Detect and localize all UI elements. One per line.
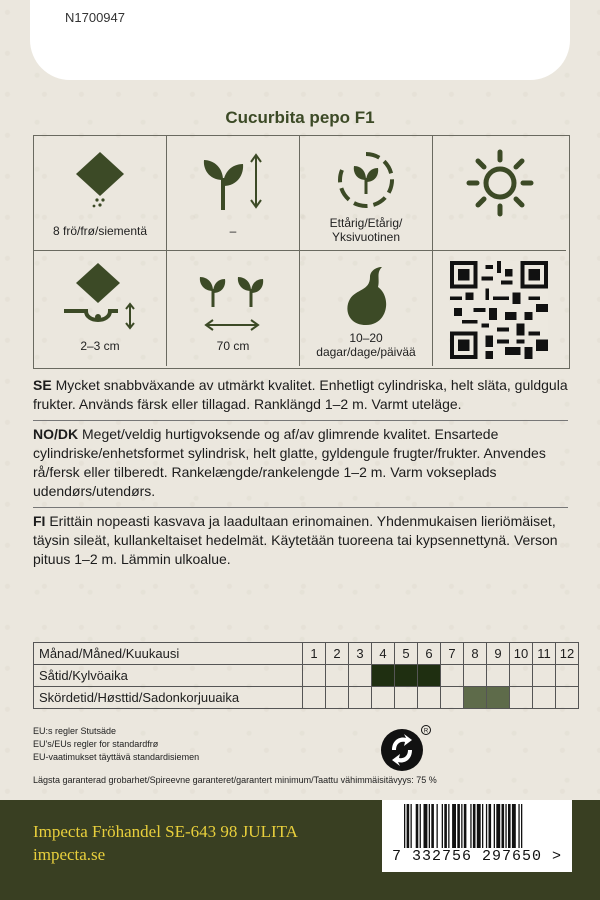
plant-height-icon [198, 150, 268, 212]
sowing-cell-4 [372, 665, 395, 687]
sowing-calendar [33, 642, 579, 709]
harvest-cell-11 [533, 687, 556, 709]
barcode-bars [382, 800, 572, 848]
month-12: 12 [556, 643, 579, 665]
sowing-cell-9 [487, 665, 510, 687]
info-grid [33, 135, 570, 369]
sowing-depth-cell [34, 251, 167, 366]
description-text: Erittäin nopeasti kasvava ja laadultaan erinomainen. Yhdenmukaisen lieriömäiset, täysin sileät, kullankeltaiset hedelmät. Käytetään tuoreena tai kypsennettynä. Verson pituus 1–2 m. Lämmin ulkoalue. [33, 513, 558, 567]
sowing-cell-12 [556, 665, 579, 687]
harvest-cell-8 [464, 687, 487, 709]
barcode-bar [404, 804, 405, 848]
month-3: 3 [349, 643, 372, 665]
sowing-cell-10 [510, 665, 533, 687]
divider [33, 507, 568, 508]
spacing-cell [167, 251, 300, 366]
company-website[interactable]: impecta.se [33, 845, 106, 864]
plant-spacing-icon [193, 271, 273, 336]
eu-rule-fi: EU-vaatimukset täyttävä standardisiemen [33, 752, 200, 762]
sowing-depth-icon [60, 261, 140, 336]
month-8: 8 [464, 643, 487, 665]
harvest-cell-7 [441, 687, 464, 709]
barcode-bar [518, 804, 519, 848]
month-4: 4 [372, 643, 395, 665]
harvest-row-label: Skördetid/Høsttid/Sadonkorjuuaika [34, 687, 303, 709]
sowing-row [34, 665, 579, 687]
eu-rules [33, 725, 199, 764]
full-sun-icon [465, 148, 535, 218]
sowing-cell-2 [326, 665, 349, 687]
species-title: Cucurbita pepo F1 [225, 108, 375, 127]
month-header-label: Månad/Måned/Kuukausi [34, 643, 303, 665]
sowing-cell-1 [303, 665, 326, 687]
barcode-bar [505, 804, 506, 848]
barcode-bar [420, 804, 421, 848]
description-block [33, 376, 573, 575]
barcode-bar [486, 804, 487, 848]
month-5: 5 [395, 643, 418, 665]
barcode-bar [482, 804, 483, 848]
barcode-bar [461, 804, 462, 848]
barcode-bar [442, 804, 443, 848]
harvest-cell-1 [303, 687, 326, 709]
barcode-bar [411, 804, 412, 848]
spacing-label: 70 cm [216, 339, 250, 353]
barcode-bar [444, 804, 447, 848]
description-se [33, 376, 573, 414]
description-fi [33, 512, 573, 569]
barcode-number: 7 332756 297650 > [391, 848, 563, 865]
harvest-cell-2 [326, 687, 349, 709]
sowing-depth-label: 2–3 cm [80, 339, 120, 353]
lifecycle-label: Ettårig/Etårig/ Yksivuotinen [329, 216, 403, 244]
barcode-bar [431, 804, 434, 848]
month-11: 11 [533, 643, 556, 665]
description-text: Meget/veldig hurtigvoksende og af/av glimrende kvalitet. Ensartede cylindriske/enhetsformet sylindrisk, helt glatte, gyldengule frugter/frukter. Anvendes rå/fersk eller tilberedt. Rankelængde/rankelengde 1–2 m. Varm vokseplads udendørs/utendørs. [33, 426, 546, 499]
company-info [33, 820, 298, 866]
barcode-bar [494, 804, 495, 848]
product-code: N1700947 [65, 10, 125, 25]
lang-code: SE [33, 377, 52, 393]
harvest-cell-3 [349, 687, 372, 709]
barcode-bar [470, 804, 471, 848]
month-9: 9 [487, 643, 510, 665]
seed-packet-icon [70, 150, 130, 210]
qr-code-icon[interactable] [449, 261, 549, 359]
harvest-cell-4 [372, 687, 395, 709]
barcode-bar [452, 804, 456, 848]
barcode-bar [424, 804, 428, 848]
barcode-bar [457, 804, 460, 848]
divider [33, 420, 568, 421]
barcode-bar [489, 804, 492, 848]
lang-code: NO/DK [33, 426, 79, 442]
barcode-bar [429, 804, 430, 848]
sowing-cell-11 [533, 665, 556, 687]
harvest-cell-9 [487, 687, 510, 709]
month-2: 2 [326, 643, 349, 665]
germination-sprout-icon [336, 265, 396, 329]
height-cell [167, 136, 300, 251]
qr-cell [433, 251, 566, 366]
barcode-bar [448, 804, 449, 848]
eu-rule-se: EU:s regler Stutsäde [33, 726, 117, 736]
harvest-cell-6 [418, 687, 441, 709]
harvest-cell-5 [395, 687, 418, 709]
month-6: 6 [418, 643, 441, 665]
sowing-cell-6 [418, 665, 441, 687]
barcode-bar [437, 804, 438, 848]
barcode-bar [464, 804, 467, 848]
sowing-cell-8 [464, 665, 487, 687]
sowing-cell-3 [349, 665, 372, 687]
barcode-bar [416, 804, 419, 848]
eu-rule-no: EU's/EUs regler for standardfrø [33, 739, 159, 749]
barcode-bar [473, 804, 476, 848]
sowing-cell-7 [441, 665, 464, 687]
barcode-bar [512, 804, 516, 848]
germination-guarantee: Lägsta garanterad grobarhet/Spireevne garanteret/garantert minimum/Taattu vähimmäisitävyys: 75 % [33, 775, 437, 785]
harvest-cell-12 [556, 687, 579, 709]
sowing-cell-5 [395, 665, 418, 687]
month-7: 7 [441, 643, 464, 665]
annual-cycle-icon [334, 148, 398, 212]
sun-cell [433, 136, 566, 251]
description-text: Mycket snabbväxande av utmärkt kvalitet. Enhetligt cylindriska, helt släta, guldgula frukter. Används färsk eller tillagad. Ranklängd 1–2 m. Varmt uteläge. [33, 377, 568, 412]
harvest-row [34, 687, 579, 709]
calendar-header-row [34, 643, 579, 665]
svg-text:R: R [423, 728, 429, 735]
company-address: Impecta Fröhandel SE-643 98 JULITA [33, 822, 298, 841]
barcode-bar [521, 804, 522, 848]
sowing-row-label: Såtid/Kylvöaika [34, 665, 303, 687]
month-1: 1 [303, 643, 326, 665]
barcode-bar [477, 804, 481, 848]
seed-count-cell [34, 136, 167, 251]
lifecycle-cell [300, 136, 433, 251]
description-no-dk [33, 425, 573, 501]
green-dot-recycle-icon [380, 724, 432, 774]
barcode-bar [508, 804, 511, 848]
seed-count-label: 8 frö/frø/siementä [52, 224, 148, 238]
barcode-bar [496, 804, 500, 848]
barcode-bar [407, 804, 410, 848]
harvest-cell-10 [510, 687, 533, 709]
lang-code: FI [33, 513, 46, 529]
height-label: – [229, 224, 237, 238]
germination-label: 10–20 dagar/dage/päivää [316, 331, 416, 359]
germination-cell [300, 251, 433, 366]
month-10: 10 [510, 643, 533, 665]
barcode-bar [502, 804, 505, 848]
